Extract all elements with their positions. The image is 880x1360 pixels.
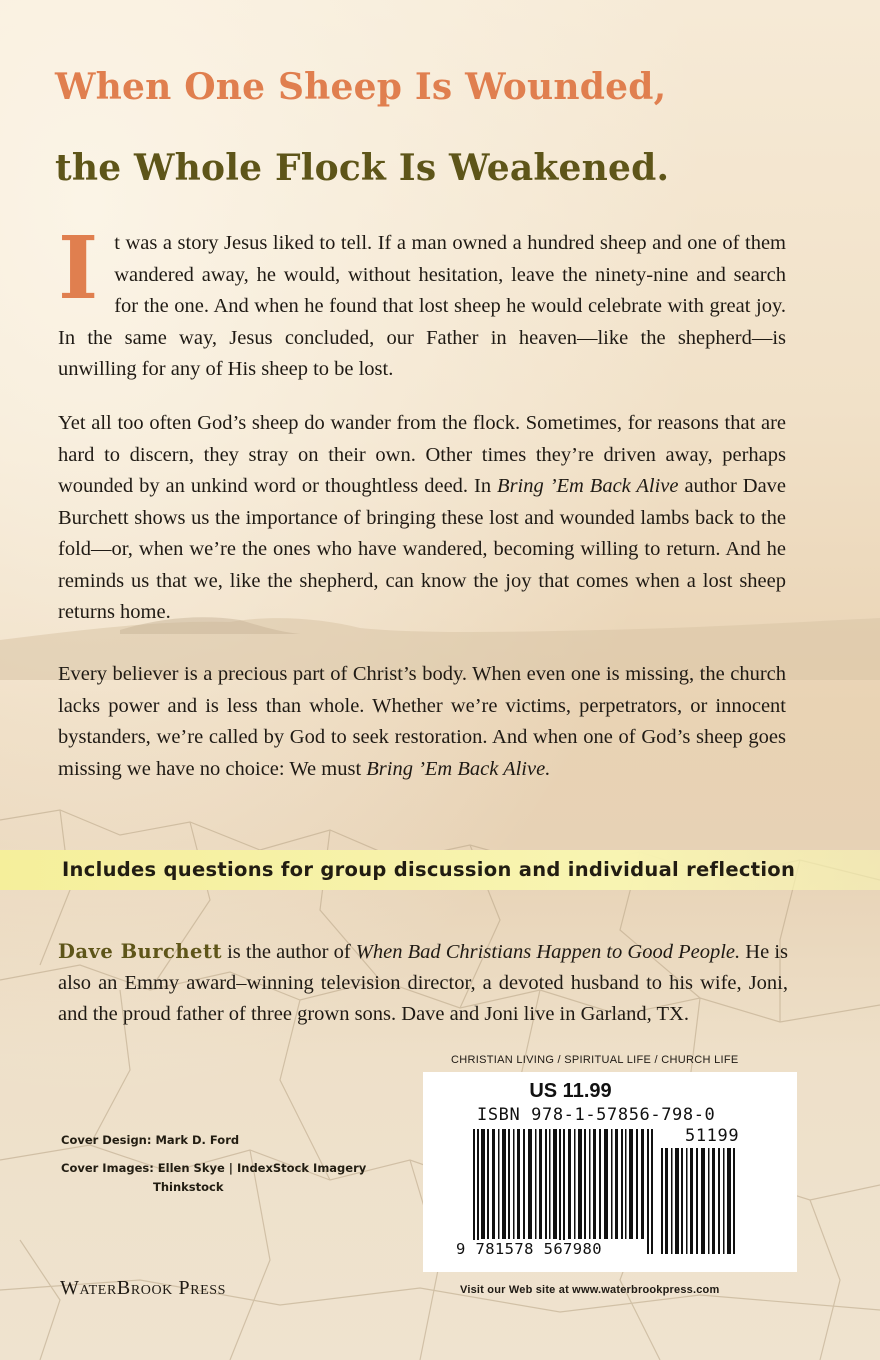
price-addon-number: 51199 xyxy=(685,1126,740,1146)
paragraph-1 xyxy=(58,218,786,386)
publisher-logo: WaterBrook Press xyxy=(60,1277,227,1299)
previous-book-title: When Bad Christians Happen to Good People. xyxy=(355,941,741,963)
book-title-italic: Bring ’Em Back Alive xyxy=(497,475,679,497)
author-name: Dave Burchett xyxy=(58,940,222,963)
discussion-questions-note: Includes questions for group discussion and individual reflection xyxy=(62,858,796,881)
isbn-number: ISBN 978-1-57856-798-0 xyxy=(477,1105,716,1125)
paragraph-2-text-a: Yet all too often God’s sheep do wander from the flock. Sometimes, for reasons that are hard to discern, they stray on their own. Other times they’re driven away, perhaps wounded by an unkind word or thoughtless deed. In xyxy=(58,412,786,497)
drop-cap: I xyxy=(58,218,99,319)
author-bio-text-a: is the author of xyxy=(221,941,356,963)
headline-line-1: When One Sheep Is Wounded, xyxy=(55,66,667,108)
barcode-panel xyxy=(423,1072,797,1272)
category-label: CHRISTIAN LIVING / SPIRITUAL LIFE / CHURCH LIFE xyxy=(451,1054,739,1066)
website-note: Visit our Web site at www.waterbrookpress.com xyxy=(460,1284,720,1296)
book-title-italic: Bring ’Em Back Alive. xyxy=(366,757,551,780)
paragraph-3 xyxy=(58,659,786,785)
cover-images-credit: Cover Images: Ellen Skye | IndexStock Imagery xyxy=(61,1161,367,1175)
paragraph-2 xyxy=(58,408,786,629)
ean-digits: 9 781578 567980 xyxy=(456,1240,602,1258)
price-label: US 11.99 xyxy=(529,1080,612,1102)
headline-line-2: the Whole Flock Is Weakened. xyxy=(55,147,670,189)
cover-design-credit: Cover Design: Mark D. Ford xyxy=(61,1133,240,1147)
author-bio xyxy=(58,936,788,1030)
author-bio-text-b: He is also an Emmy award–winning television director, a devoted husband to his wife, Joni, and the proud father of three grown sons. Dave and Joni live in Garland, TX. xyxy=(58,941,788,1025)
paragraph-1-text: t was a story Jesus liked to tell. If a man owned a hundred sheep and one of them wandered away, he would, without hesitation, leave the ninety-nine and search for the one. And when he found that lost sheep he would celebrate with great joy. In the same way, Jesus concluded, our Father in heaven—like the shepherd—is unwilling for any of His sheep to be lost. xyxy=(58,232,786,380)
paragraph-2-text-b: author Dave Burchett shows us the importance of bringing these lost and wounded lambs back to the fold—or, when we’re the ones who have wandered, becoming willing to return. And he reminds us that we, like the shepherd, can know the joy that comes when a lost sheep returns home. xyxy=(58,475,787,623)
ean-barcode xyxy=(473,1129,653,1254)
cover-images-credit-2: Thinkstock xyxy=(153,1180,224,1194)
paragraph-3-text: Every believer is a precious part of Christ’s body. When even one is missing, the church lacks power and is less than whole. Whether we’re victims, perpetrators, or innocent bystanders, we’re called by God to seek restoration. And when one of God’s sheep goes missing we have no choice: We must xyxy=(58,663,786,780)
price-addon-barcode xyxy=(661,1148,737,1254)
